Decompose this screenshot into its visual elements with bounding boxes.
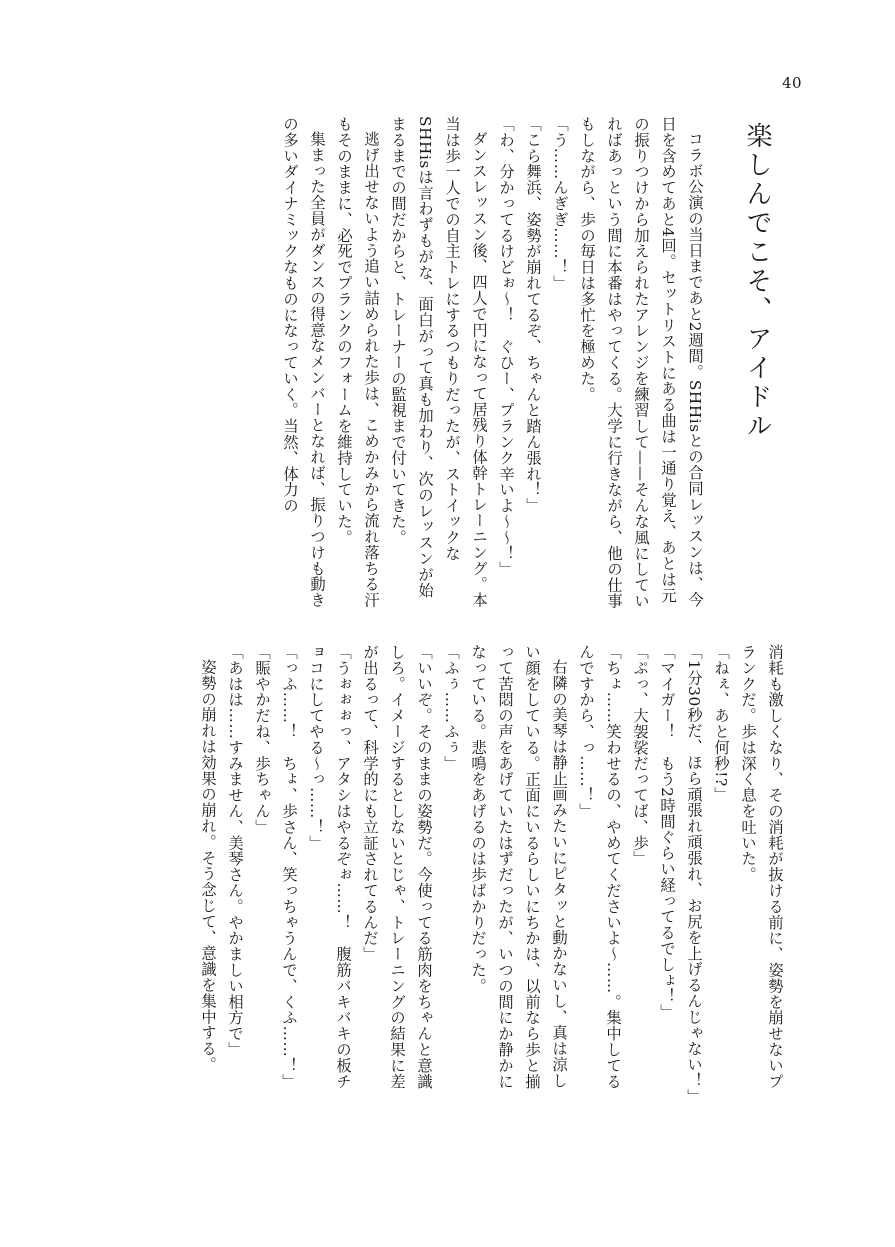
dialogue-line: 「っふ……！ ちょ、歩さん、笑っちゃうんで、くふ……！」 — [280, 644, 298, 1090]
upper-text-block — [168, 116, 708, 610]
chapter-title: 楽しんでこそ、アイドル — [742, 122, 772, 441]
paragraph: 姿勢の崩れは効果の崩れ。そう念じて、意識を集中する。 — [199, 659, 217, 1073]
paragraph: 右隣の美琴は静止画みたいにピタッと動かないし、真は涼しい顔をしている。正面にいるらしいにちかは、以前なら歩と揃って苦悶の声をあげていたはずだったが、いつの間にか静かになっている。悲鳴をあげるのは歩ばかりだった。 — [469, 644, 568, 1090]
dialogue-line: 「いいぞ。そのままの姿勢だ。今使ってる筋肉をちゃんと意識しろ。イメージするとしないとじゃ、トレーニングの結果に差が出るって、科学的にも立証されてるんだ」 — [361, 644, 433, 1090]
dialogue-line: 「ちょ……笑わせるの、やめてくださいよ～……。集中してるんですから、っ……！」 — [577, 644, 622, 1090]
paragraph: 逃げ出せないよう追い詰められた歩は、こめかみから流れ落ちる汗もそのままに、必死でプランクのフォームを維持していた。 — [335, 116, 380, 609]
dialogue-line: 「ねぇ、あと何秒!?」 — [712, 644, 730, 803]
dialogue-line: 「う……んぎぎ……！」 — [551, 116, 569, 291]
dialogue-line: 「1分30秒だ、ほら頑張れ頑張れ、お尻を上げるんじゃない！」 — [685, 644, 703, 1104]
dialogue-line: 「わ、分かってるけどぉ～！ ぐひー、プランク辛いよ～～！」 — [497, 116, 515, 578]
dialogue-line: 「ふぅ……ふぅ」 — [442, 644, 460, 772]
dialogue-line: 「あはは……すみません、美琴さん。やかましい相方で」 — [226, 644, 244, 1058]
dialogue-line: 「うぉぉぉっ、アタシはやるぞぉ……！ 腹筋バキバキの板チョコにしてやる～っ……！」 — [307, 644, 352, 1090]
page-number: 40 — [782, 74, 803, 92]
dialogue-line: 「マイガー！ もう2時間ぐらい経ってるでしょ！」 — [658, 644, 676, 1021]
dialogue-line: 「ぷっ、大袈裟だってば、歩」 — [631, 644, 649, 867]
paragraph: 消耗も激しくなり、その消耗が抜ける前に、姿勢を崩せないプランクだ。歩は深く息を吐いた。 — [739, 644, 784, 1090]
paragraph: コラボ公演の当日まであと2週間。SHHisとの合同レッスンは、今日を含めてあと4回。セットリストにある曲は一通り覚え、あとは元の振りつけから加えられたアレンジを練習して——そんな風にしていればあっという間に本番はやってくる。大学に行きながら、他の仕事もしながら、歩の毎日は多忙を極めた。 — [578, 116, 704, 609]
paragraph: ダンスレッスン後、四人で円になって居残り体幹トレーニング。本当は歩一人での自主トレにするつもりだったが、ストイックなSHHisは言わずもがな、面白がって真も加わり、次のレッスンが始まるまでの間だからと、トレーナーの監視まで付いてきた。 — [389, 116, 488, 609]
paragraph: 集まった全員がダンスの得意なメンバーとなれば、振りつけも動きの多いダイナミックなものになっていく。当然、体力の — [281, 116, 326, 609]
dialogue-line: 「こら舞浜、姿勢が崩れてるぞ、ちゃんと踏ん張れ！」 — [524, 116, 542, 514]
lower-text-block — [168, 644, 788, 1104]
dialogue-line: 「賑やかだね、歩ちゃん」 — [253, 644, 271, 835]
